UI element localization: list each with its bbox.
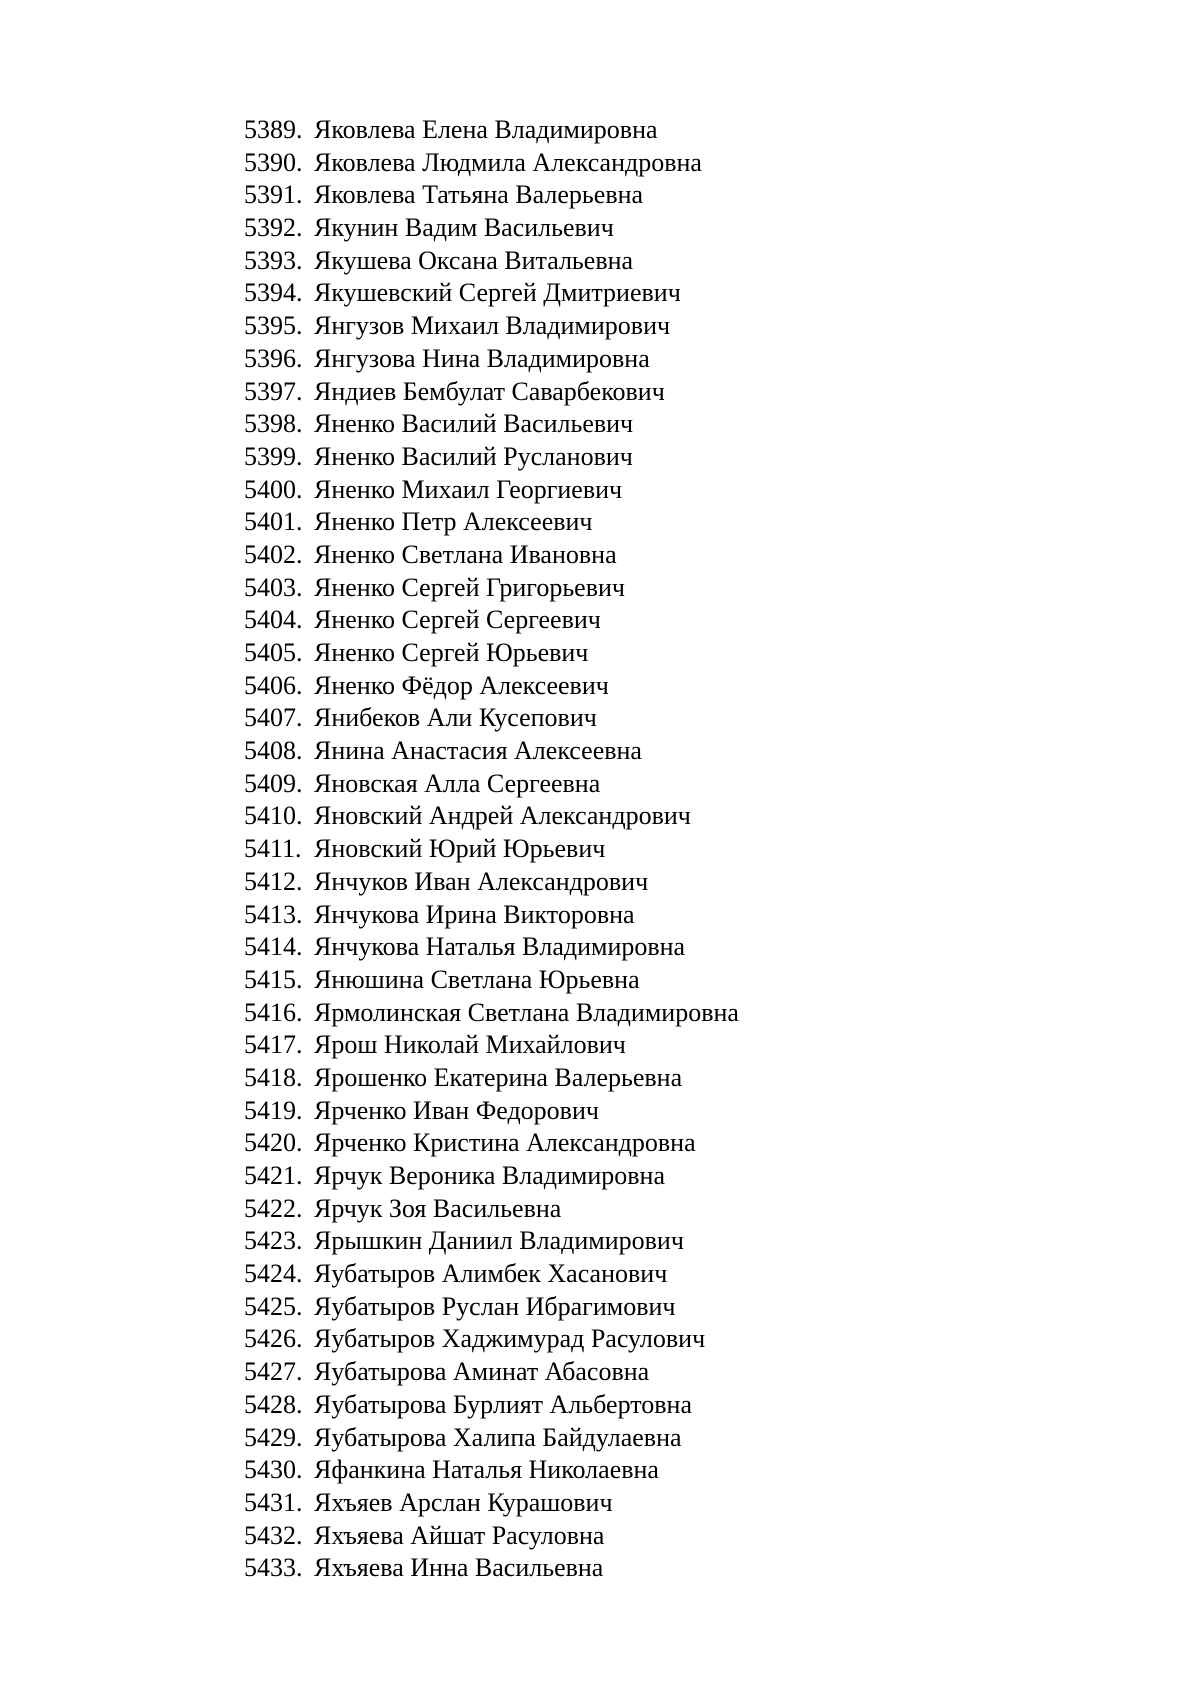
entry-name: Яненко Сергей Григорьевич <box>314 572 625 602</box>
entry-name: Яубатырова Халипа Байдулаевна <box>314 1422 682 1452</box>
entry-number: 5419. <box>244 1095 303 1125</box>
entry-number: 5404. <box>244 605 303 635</box>
entry-name: Яковлева Елена Владимировна <box>314 115 658 144</box>
entry-number: 5432. <box>244 1520 303 1550</box>
entry-number: 5405. <box>244 638 303 667</box>
entry-name: Яхъяева Айшат Расуловна <box>314 1520 605 1550</box>
list-item <box>244 735 739 768</box>
list-item <box>244 997 739 1030</box>
entry-name: Яновский Андрей Александрович <box>314 801 691 831</box>
entry-name: Янибеков Али Кусепович <box>314 703 597 733</box>
entry-number: 5401. <box>244 507 303 537</box>
entry-name: Якунин Вадим Васильевич <box>314 213 614 243</box>
entry-number: 5408. <box>244 736 303 766</box>
entry-number: 5403. <box>244 572 303 602</box>
entry-name: Якушевский Сергей Дмитриевич <box>314 278 681 308</box>
list-item <box>244 1291 739 1324</box>
list-item <box>244 1193 739 1226</box>
entry-name: Ярышкин Даниил Владимирович <box>314 1226 684 1256</box>
entry-name: Яненко Светлана Ивановна <box>314 539 617 569</box>
list-item <box>244 1552 739 1585</box>
entry-name: Ярмолинская Светлана Владимировна <box>314 997 739 1027</box>
entry-number: 5416. <box>244 997 303 1027</box>
entry-name: Яхъяева Инна Васильевна <box>314 1553 604 1583</box>
list-item <box>244 637 739 670</box>
list-item <box>244 408 739 441</box>
entry-number: 5412. <box>244 866 303 896</box>
entry-number: 5428. <box>244 1389 303 1419</box>
entry-name: Ярчук Зоя Васильевна <box>314 1193 562 1223</box>
entry-name: Яновский Юрий Юрьевич <box>314 834 606 864</box>
entry-name: Яненко Фёдор Алексеевич <box>314 670 609 700</box>
list-item <box>244 506 739 539</box>
list-item <box>244 866 739 899</box>
entry-number: 5415. <box>244 964 303 994</box>
list-item <box>244 147 739 180</box>
entry-number: 5398. <box>244 409 303 439</box>
entry-number: 5422. <box>244 1193 303 1223</box>
name-list <box>244 114 739 1585</box>
entry-number: 5400. <box>244 474 303 504</box>
entry-name: Яубатыров Хаджимурад Расулович <box>314 1324 706 1354</box>
entry-number: 5390. <box>244 147 303 177</box>
entry-number: 5392. <box>244 213 303 243</box>
entry-name: Яновская Алла Сергеевна <box>314 768 601 798</box>
list-item <box>244 277 739 310</box>
entry-name: Яненко Петр Алексеевич <box>314 507 593 537</box>
list-item <box>244 1487 739 1520</box>
entry-name: Яненко Сергей Юрьевич <box>314 638 589 667</box>
entry-name: Янчукова Наталья Владимировна <box>314 932 686 962</box>
entry-name: Яфанкина Наталья Николаевна <box>314 1455 659 1485</box>
list-item <box>244 1029 739 1062</box>
list-item <box>244 800 739 833</box>
list-item <box>244 1520 739 1553</box>
entry-number: 5414. <box>244 932 303 962</box>
list-item <box>244 441 739 474</box>
list-item <box>244 964 739 997</box>
entry-number: 5424. <box>244 1259 303 1289</box>
entry-number: 5427. <box>244 1357 303 1387</box>
entry-number: 5423. <box>244 1226 303 1256</box>
entry-number: 5396. <box>244 343 303 373</box>
list-item <box>244 539 739 572</box>
list-item <box>244 572 739 605</box>
entry-name: Яубатыров Алимбек Хасанович <box>314 1259 668 1289</box>
list-item <box>244 1389 739 1422</box>
entry-number: 5417. <box>244 1030 303 1060</box>
entry-name: Яненко Сергей Сергеевич <box>314 605 601 635</box>
entry-number: 5406. <box>244 670 303 700</box>
list-item <box>244 1062 739 1095</box>
list-item <box>244 702 739 735</box>
list-item <box>244 1356 739 1389</box>
entry-name: Яхъяев Арслан Курашович <box>314 1487 613 1517</box>
entry-name: Яковлева Людмила Александровна <box>314 147 702 177</box>
entry-name: Янина Анастасия Алексеевна <box>314 736 642 766</box>
list-item <box>244 310 739 343</box>
entry-number: 5410. <box>244 801 303 831</box>
entry-number: 5429. <box>244 1422 303 1452</box>
list-item <box>244 1160 739 1193</box>
entry-name: Яковлева Татьяна Валерьевна <box>314 180 644 210</box>
list-item <box>244 1258 739 1291</box>
list-item <box>244 376 739 409</box>
entry-name: Якушева Оксана Витальевна <box>314 245 634 275</box>
entry-name: Яненко Василий Русланович <box>314 441 633 471</box>
list-item <box>244 212 739 245</box>
list-item <box>244 179 739 212</box>
entry-number: 5418. <box>244 1062 303 1092</box>
list-item <box>244 343 739 376</box>
entry-number: 5411. <box>244 834 302 864</box>
list-item <box>244 604 739 637</box>
list-item <box>244 1323 739 1356</box>
entry-name: Яубатыров Руслан Ибрагимович <box>314 1291 676 1321</box>
entry-number: 5413. <box>244 899 303 929</box>
list-item <box>244 474 739 507</box>
entry-name: Яненко Михаил Георгиевич <box>314 474 623 504</box>
entry-number: 5409. <box>244 768 303 798</box>
entry-name: Ярченко Иван Федорович <box>314 1095 599 1125</box>
entry-name: Янюшина Светлана Юрьевна <box>314 964 640 994</box>
list-item <box>244 899 739 932</box>
entry-number: 5397. <box>244 376 303 406</box>
entry-name: Янчукова Ирина Викторовна <box>314 899 635 929</box>
list-item <box>244 1095 739 1128</box>
entry-name: Янгузов Михаил Владимирович <box>314 311 671 341</box>
list-item <box>244 114 739 147</box>
entry-name: Ярченко Кристина Александровна <box>314 1128 696 1158</box>
list-item <box>244 245 739 278</box>
entry-number: 5421. <box>244 1161 303 1190</box>
list-item <box>244 1127 739 1160</box>
entry-number: 5425. <box>244 1291 303 1321</box>
entry-number: 5431. <box>244 1487 303 1517</box>
list-item <box>244 833 739 866</box>
list-item <box>244 931 739 964</box>
entry-name: Янгузова Нина Владимировна <box>314 343 650 373</box>
entry-name: Ярош Николай Михайлович <box>314 1030 626 1060</box>
entry-name: Янчуков Иван Александрович <box>314 866 649 896</box>
list-item <box>244 1422 739 1455</box>
entry-number: 5395. <box>244 311 303 341</box>
entry-number: 5420. <box>244 1128 303 1158</box>
entry-number: 5391. <box>244 180 303 210</box>
entry-number: 5389. <box>244 115 303 144</box>
list-item <box>244 768 739 801</box>
entry-name: Яненко Василий Васильевич <box>314 409 634 439</box>
entry-number: 5426. <box>244 1324 303 1354</box>
entry-number: 5394. <box>244 278 303 308</box>
entry-name: Яндиев Бембулат Саварбекович <box>314 376 665 406</box>
entry-number: 5399. <box>244 441 303 471</box>
entry-name: Ярошенко Екатерина Валерьевна <box>314 1062 683 1092</box>
list-item <box>244 1225 739 1258</box>
entry-name: Яубатырова Аминат Абасовна <box>314 1357 650 1387</box>
entry-number: 5402. <box>244 539 303 569</box>
entry-name: Яубатырова Бурлият Альбертовна <box>314 1389 692 1419</box>
entry-number: 5393. <box>244 245 303 275</box>
list-item <box>244 670 739 703</box>
entry-number: 5433. <box>244 1553 303 1583</box>
list-item <box>244 1454 739 1487</box>
entry-number: 5407. <box>244 703 303 733</box>
entry-number: 5430. <box>244 1455 303 1485</box>
entry-name: Ярчук Вероника Владимировна <box>314 1161 665 1190</box>
